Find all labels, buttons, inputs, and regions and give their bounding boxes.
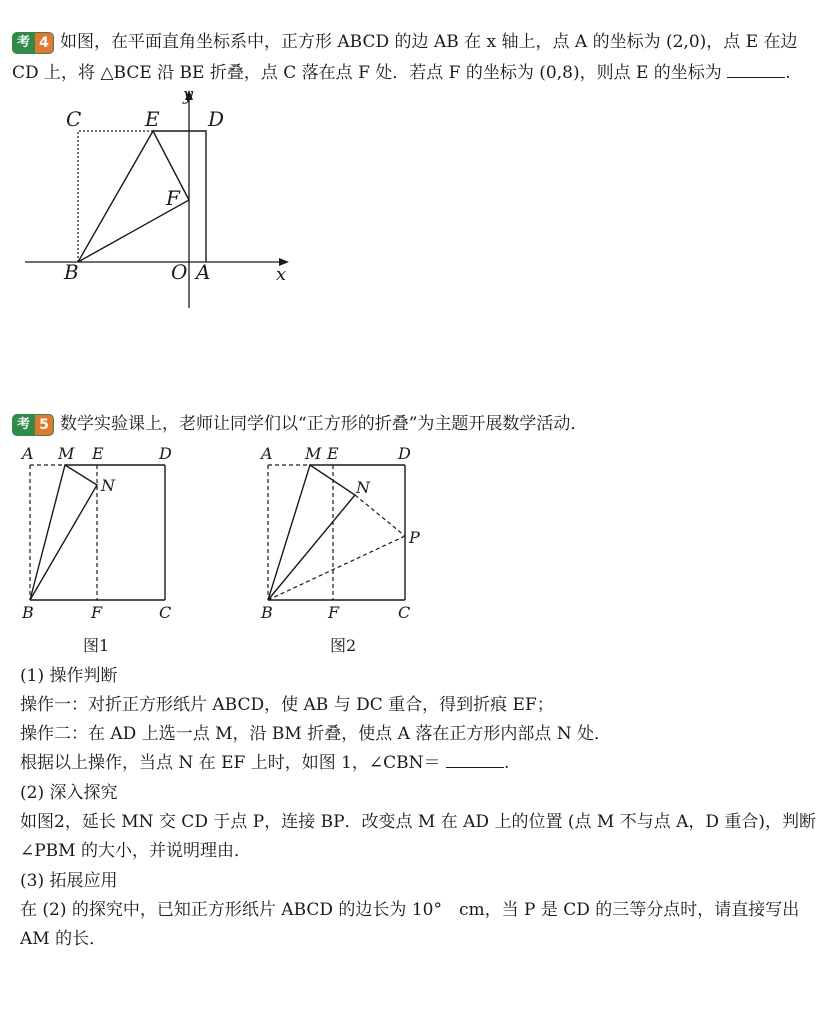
label-E: E bbox=[145, 107, 160, 131]
figure-1-caption: 图1 bbox=[83, 636, 110, 655]
label-A: A bbox=[196, 260, 211, 284]
segment-BP-dashed bbox=[268, 536, 405, 600]
label-D: D bbox=[398, 444, 411, 463]
label-E: E bbox=[327, 444, 339, 463]
label-P: P bbox=[409, 528, 420, 547]
part-1-title: (1) 操作判断 bbox=[20, 666, 118, 686]
figure-2-caption: 图2 bbox=[330, 636, 357, 655]
operation-2: 操作二：在 AD 上选一点 M，沿 BM 折叠，使点 A 落在正方形内部点 N 处． bbox=[20, 724, 611, 744]
label-F: F bbox=[166, 186, 180, 210]
exam-badge-icon: 考 bbox=[12, 32, 35, 54]
label-N: N bbox=[356, 478, 370, 497]
label-F: F bbox=[328, 603, 340, 622]
label-M: M bbox=[305, 444, 322, 463]
label-C: C bbox=[66, 107, 82, 131]
part-1-question-text: 根据以上操作，当点 N 在 EF 上时，如图 1，∠CBN＝ bbox=[20, 753, 441, 773]
label-M: M bbox=[58, 444, 75, 463]
part-3-line-1: 在 (2) 的探究中，已知正方形纸片 ABCD 的边长为 10° cm，当 P 是 CD 的三等分点时，请直接写出 bbox=[20, 900, 800, 920]
part-1-question bbox=[20, 751, 509, 775]
answer-blank bbox=[446, 751, 504, 768]
segment-NP-dashed bbox=[355, 495, 405, 536]
part-2-line-1: 如图2，延长 MN 交 CD 于点 P，连接 BP．改变点 M 在 AD 上的位置 (点 M 不与点 A，D 重合)，判断 bbox=[20, 812, 817, 832]
label-D: D bbox=[159, 444, 172, 463]
label-E: E bbox=[92, 444, 104, 463]
part-1-question-end: . bbox=[503, 753, 510, 773]
question-number: 4 bbox=[34, 32, 54, 54]
label-C: C bbox=[398, 603, 411, 622]
part-2-title: (2) 深入探究 bbox=[20, 783, 118, 803]
q5-intro: 数学实验课上，老师让同学们以“正方形的折叠”为主题开展数学活动． bbox=[60, 414, 588, 434]
q4-line-end: . bbox=[785, 63, 791, 83]
label-F: F bbox=[91, 603, 103, 622]
label-B: B bbox=[64, 260, 79, 284]
fold-BMN bbox=[268, 465, 355, 600]
q4-text-line-2: CD 上，将 △BCE 沿 BE 折叠，点 C 落在点 F 处．若点 F 的坐标为 (0,8)，则点 E 的坐标为 bbox=[12, 63, 722, 83]
label-O: O bbox=[171, 260, 188, 284]
label-A: A bbox=[22, 444, 34, 463]
part-3-line-2: AM 的长． bbox=[20, 929, 107, 949]
label-D: D bbox=[208, 107, 225, 131]
part-2-line-2: ∠PBM 的大小，并说明理由． bbox=[20, 841, 251, 861]
label-B: B bbox=[22, 603, 34, 622]
label-x: x bbox=[276, 264, 287, 285]
label-C: C bbox=[159, 603, 172, 622]
question-number: 5 bbox=[34, 414, 54, 436]
exam-badge-icon: 考 bbox=[12, 414, 35, 436]
part-3-title: (3) 拓展应用 bbox=[20, 871, 118, 891]
operation-1: 操作一：对折正方形纸片 ABCD，使 AB 与 DC 重合，得到折痕 EF； bbox=[20, 695, 554, 715]
label-N: N bbox=[101, 476, 115, 495]
q4-text-line-1: 如图，在平面直角坐标系中，正方形 ABCD 的边 AB 在 x 轴上，点 A 的坐标为 (2,0)，点 E 在边 bbox=[60, 32, 798, 52]
label-A: A bbox=[261, 444, 273, 463]
label-y: y bbox=[183, 84, 194, 105]
label-B: B bbox=[261, 603, 273, 622]
